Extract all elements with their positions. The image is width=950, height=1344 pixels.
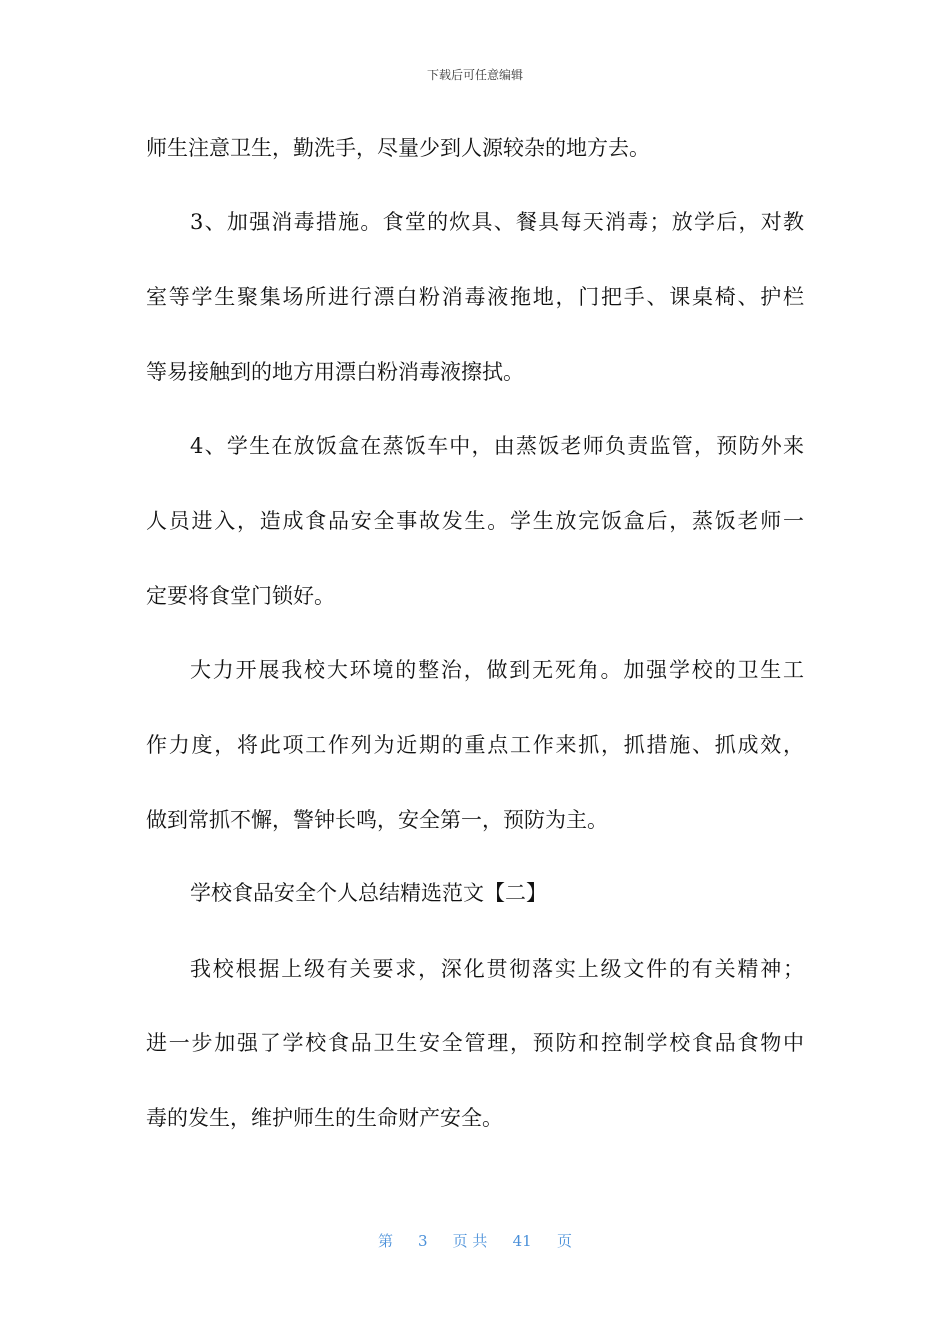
text-line: 等易接触到的地方用漂白粉消毒液擦拭。 xyxy=(146,360,524,384)
section-heading: 学校食品安全个人总结精选范文【二】 xyxy=(190,881,547,905)
total-pages: 41 xyxy=(512,1232,532,1250)
text-line: 我校根据上级有关要求，深化贯彻落实上级文件的有关精神； xyxy=(190,957,804,981)
page-footer xyxy=(0,1230,950,1251)
footer-mid: 页 共 xyxy=(452,1232,488,1250)
text-line: 毒的发生，维护师生的生命财产安全。 xyxy=(146,1106,503,1130)
current-page-number: 3 xyxy=(418,1232,428,1250)
footer-suffix: 页 xyxy=(556,1232,572,1250)
footer-prefix: 第 xyxy=(378,1232,394,1250)
text-line: 3、加强消毒措施。食堂的炊具、餐具每天消毒；放学后，对教 xyxy=(190,210,804,234)
text-line: 室等学生聚集场所进行漂白粉消毒液拖地，门把手、课桌椅、护栏 xyxy=(146,285,804,309)
text-line: 大力开展我校大环境的整治，做到无死角。加强学校的卫生工 xyxy=(190,658,804,682)
text-line: 4、学生在放饭盒在蒸饭车中，由蒸饭老师负责监管，预防外来 xyxy=(190,434,804,458)
text-line: 师生注意卫生，勤洗手，尽量少到人源较杂的地方去。 xyxy=(146,136,650,160)
text-line: 作力度，将此项工作列为近期的重点工作来抓，抓措施、抓成效， xyxy=(146,733,804,757)
text-line: 进一步加强了学校食品卫生安全管理，预防和控制学校食品食物中 xyxy=(146,1031,804,1055)
text-line: 做到常抓不懈，警钟长鸣，安全第一，预防为主。 xyxy=(146,808,608,832)
text-line: 定要将食堂门锁好。 xyxy=(146,584,335,608)
page-header: 下载后可任意编辑 xyxy=(426,68,523,82)
text-line: 人员进入，造成食品安全事故发生。学生放完饭盒后，蒸饭老师一 xyxy=(146,509,804,533)
